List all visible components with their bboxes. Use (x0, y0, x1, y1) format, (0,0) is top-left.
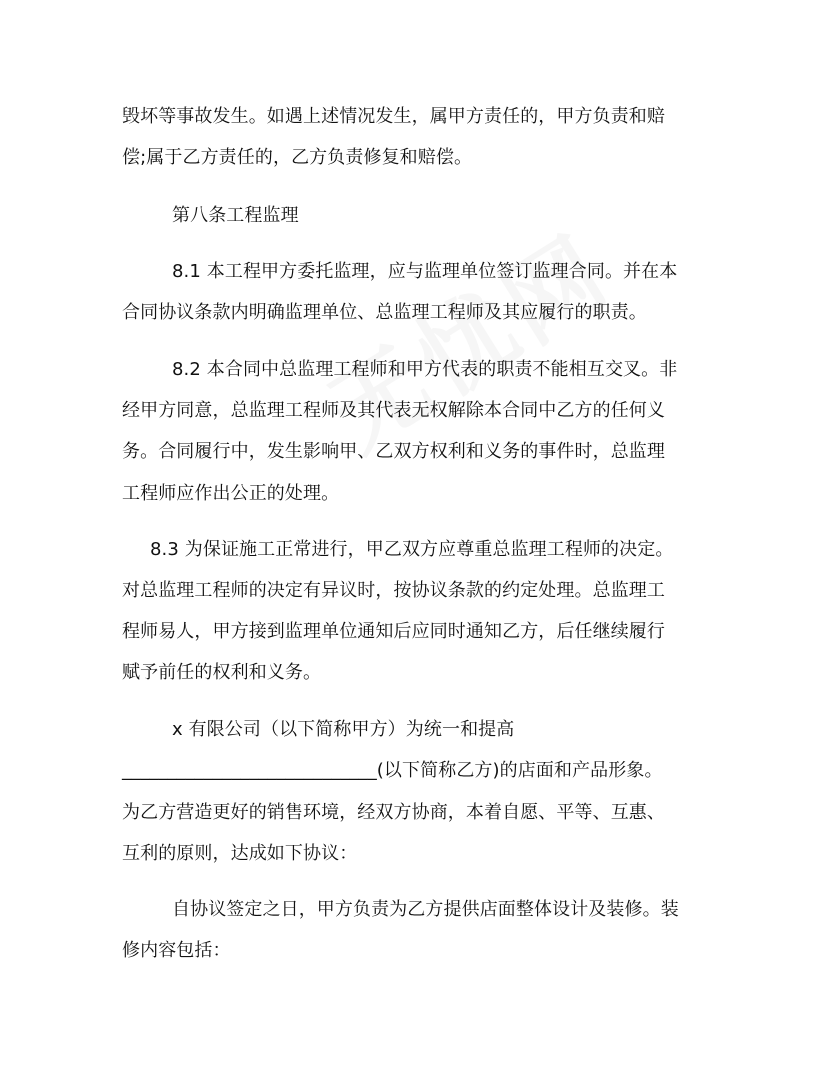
text-line-2: 偿;属于乙方责任的，乙方负责修复和赔偿。 (122, 147, 473, 168)
text-line-19: 修内容包括： (122, 940, 231, 961)
section-heading: 第八条工程监理 (172, 205, 299, 226)
text-line-14: x 有限公司（以下简称甲方）为统一和提高 (172, 719, 515, 740)
text-line-8: 务。合同履行中，发生影响甲、乙双方权利和义务的事件时，总监理 (122, 441, 665, 462)
text-line-12: 程师易人，甲方接到监理单位通知后应同时通知乙方，后任继续履行 (122, 621, 665, 642)
text-line-4: 8.1 本工程甲方委托监理，应与监理单位签订监理合同。并在本 (172, 261, 678, 282)
text-line-17: 互利的原则，达成如下协议： (122, 843, 358, 864)
text-line-10: 8.3 为保证施工正常进行，甲乙双方应尊重总监理工程师的决定。 (150, 539, 674, 560)
text-line-11: 对总监理工程师的决定有异议时，按协议条款的约定处理。总监理工 (122, 580, 665, 601)
watermark (300, 198, 632, 476)
text-line-16: 为乙方营造更好的销售环境，经双方协商，本着自愿、平等、互惠、 (122, 802, 665, 823)
text-line-6: 8.2 本合同中总监理工程师和甲方代表的职责不能相互交叉。非 (172, 359, 678, 380)
text-line-13: 赋予前任的权利和义务。 (122, 662, 322, 683)
text-line-18: 自协议签定之日，甲方负责为乙方提供店面整体设计及装修。装 (172, 899, 679, 920)
text-line-5: 合同协议条款内明确监理单位、总监理工程师及其应履行的职责。 (122, 302, 647, 323)
text-line-15: ____________________________(以下简称乙方)的店面和产品形象。 (122, 760, 663, 781)
text-line-9: 工程师应作出公正的处理。 (122, 483, 340, 504)
text-line-7: 经甲方同意，总监理工程师及其代表无权解除本合同中乙方的任何义 (122, 400, 665, 421)
text-line-1: 毁坏等事故发生。如遇上述情况发生，属甲方责任的，甲方负责和赔 (122, 106, 665, 127)
